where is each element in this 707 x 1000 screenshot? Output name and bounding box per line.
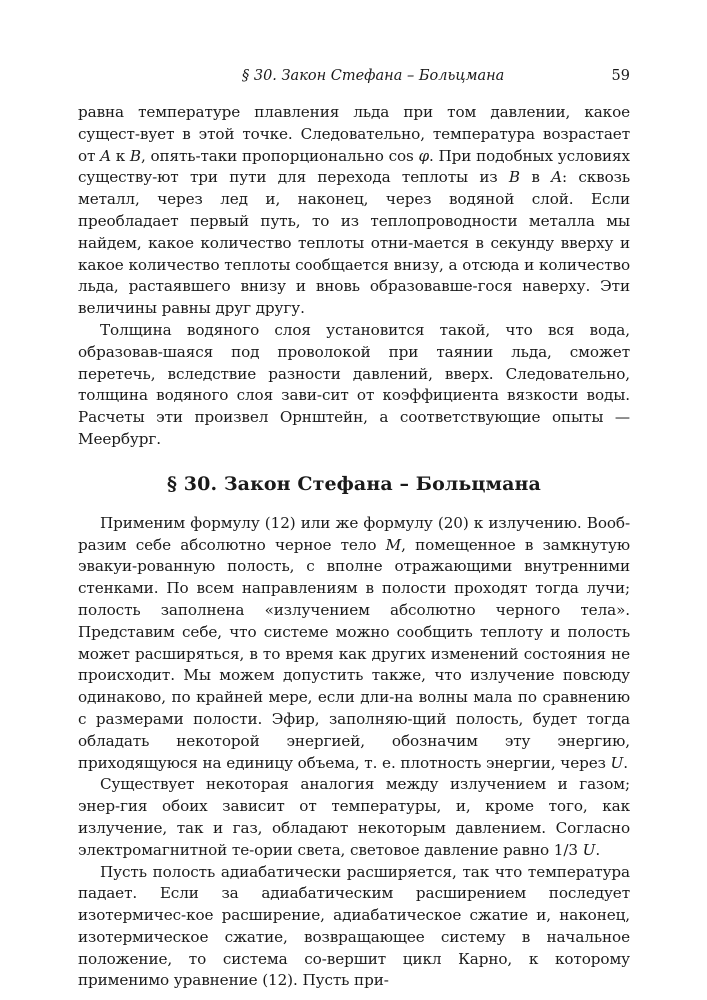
math-symbol: B — [129, 146, 141, 165]
math-symbol: M — [385, 535, 402, 554]
page-number: 59 — [611, 68, 630, 84]
text-run: Толщина водяного слоя установится такой, что вся вода, образовав-шаяся под проволокой при таянии льда, сможет перетечь, вследствие разности давлений, вверх. Следовательно, толщина водяного слоя зави-сит от коэффициента вязкости воды. Расчеты эти произвел Орнштейн, а соответствующие опыты — Меербург. — [78, 320, 630, 448]
text-run: : сквозь металл, через лед и, наконец, через водяной слой. Если преобладает первый путь, то из теплопроводности металла мы найдем, какое количество теплоты отни-мается в секунду вверху и какое количество теплоты сообщается внизу, а отсюда и количество льда, растаявшего внизу и вновь образовавше-гося наверху. Эти величины равны друг другу. — [78, 168, 631, 318]
paragraph — [78, 862, 630, 993]
paragraph — [78, 513, 630, 775]
text-run: . При подобных условиях существу-ют три пути для перехода теплоты из — [78, 146, 630, 187]
text-run: Применим формулу (12) или же формулу (20) к излучению. Вооб-разим себе абсолютно черное тело — [78, 513, 630, 554]
paragraph — [78, 102, 630, 320]
running-header — [78, 68, 630, 92]
math-symbol: φ — [418, 146, 430, 165]
text-block-before — [78, 102, 630, 451]
math-symbol: A — [100, 146, 111, 165]
text-run: равна температуре плавления льда при том давлении, какое сущест-вует в этой точке. Следовательно, температура возрастает от — [78, 103, 630, 165]
text-run: Пусть полость адиабатически расширяется, так что температура падает. Если за адиабатическим расширением последует изотермичес-кое расширение, адиабатическое сжатие и, наконец, изотермическое сжатие, возвращающее систему в начальное положение, то система со-вершит цикл Карно, к которому применимо уравнение (12). Пусть при- — [78, 862, 630, 990]
text-run: в — [519, 168, 552, 187]
math-symbol: U — [610, 753, 624, 772]
text-run: . — [623, 753, 628, 772]
header-section-title: § 30. Закон Стефана – Больцмана — [242, 68, 505, 84]
text-run: , опять-таки пропорционально cos — [140, 146, 419, 165]
book-page — [78, 68, 630, 992]
paragraph — [78, 320, 630, 451]
math-symbol: A — [551, 168, 562, 187]
text-run: Существует некоторая аналогия между излучением и газом; энер-гия обоих зависит от температуры, и, кроме того, как излучение, так и газ, обладают некоторым давлением. Согласно электромагнитной те-ории света, световое давление равно 1/3 — [78, 775, 630, 859]
text-run: , помещенное в замкнутую эвакуи-рованную полость, с вполне отражающими внутренними стенками. По всем направлениям в полости проходят тогда лучи; полость заполнена «излучением абсолютно черного тела». Представим себе, что системе можно сообщить теплоту и полость может расширяться, в то время как других изменений состояния не происходит. Мы можем допустить также, что излучение повсюду одинаково, по крайней мере, если дли-на волны мала по сравнению с размерами полости. Эфир, заполняю-щий полость, будет тогда обладать некоторой энергией, обозначим эту энергию, приходящуюся на единицу объема, т. е. плотность энергии, через — [78, 535, 630, 772]
text-run: к — [110, 146, 130, 165]
paragraph — [78, 774, 630, 861]
math-symbol: U — [582, 840, 596, 859]
text-run: . — [595, 840, 601, 859]
text-block-after — [78, 513, 630, 993]
section-heading: § 30. Закон Стефана – Больцмана — [167, 472, 541, 495]
math-symbol: B — [508, 168, 520, 187]
